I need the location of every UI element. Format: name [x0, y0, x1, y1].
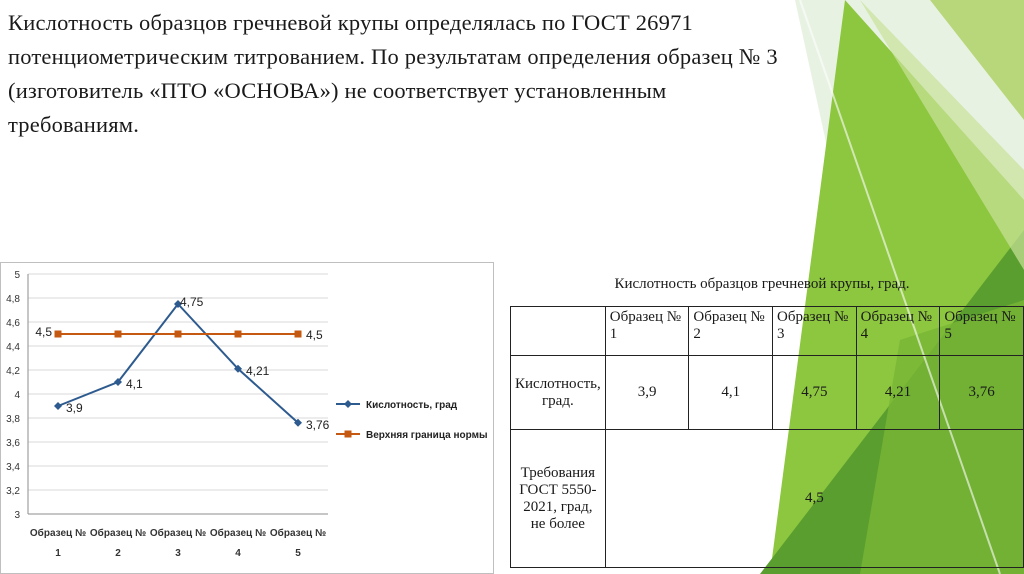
x-tick-label: 3 [175, 548, 181, 559]
legend-marker [344, 400, 352, 408]
data-label: 4,21 [246, 363, 270, 378]
data-label: 3,76 [306, 417, 330, 432]
x-tick-label: 5 [295, 548, 301, 559]
x-tick-label: Образец № [149, 528, 207, 539]
x-tick-label: Образец № [269, 528, 327, 539]
data-point [295, 331, 302, 338]
table-cell: 3,9 [605, 356, 689, 430]
data-point [54, 402, 62, 410]
x-tick-label: 4 [235, 548, 241, 559]
data-label: 4,75 [180, 295, 204, 309]
column-header: Образец № 5 [940, 307, 1024, 356]
legend-label: Верхняя граница нормы [366, 430, 488, 441]
y-tick-label: 3,6 [6, 438, 20, 449]
column-header: Образец № 1 [605, 307, 689, 356]
data-point [55, 331, 62, 338]
data-label: 4,5 [306, 328, 323, 342]
data-label: 4,1 [126, 377, 143, 391]
y-tick-label: 4,8 [6, 294, 20, 305]
table-cell: 3,76 [940, 356, 1024, 430]
table-cell: 4,1 [689, 356, 773, 430]
y-tick-label: 4 [14, 390, 20, 401]
data-point [235, 331, 242, 338]
table-cell-norm: 4,5 [605, 430, 1023, 568]
acidity-table [510, 306, 1024, 568]
table-row [511, 430, 1024, 568]
y-tick-label: 5 [14, 270, 20, 281]
table-cell: 4,75 [773, 356, 857, 430]
column-header: Образец № 3 [773, 307, 857, 356]
y-tick-label: 4,4 [6, 342, 20, 353]
y-tick-label: 4,2 [6, 366, 20, 377]
x-tick-label: Образец № [89, 528, 147, 539]
row-header-gost: Требования ГОСТ 5550-2021, град, не более [511, 430, 606, 568]
data-label: 4,5 [35, 325, 52, 339]
y-tick-label: 4,6 [6, 318, 20, 329]
y-tick-label: 3,4 [6, 462, 20, 473]
data-point [115, 331, 122, 338]
column-header: Образец № 4 [856, 307, 940, 356]
table-header-row [511, 307, 1024, 356]
column-header: Образец № 2 [689, 307, 773, 356]
x-tick-label: Образец № [29, 528, 87, 539]
legend-label: Кислотность, град [366, 400, 458, 411]
x-tick-label: 1 [55, 548, 61, 559]
data-point [175, 331, 182, 338]
table-row [511, 356, 1024, 430]
legend-marker [345, 431, 352, 438]
table-cell: 4,21 [856, 356, 940, 430]
y-tick-label: 3,2 [6, 486, 20, 497]
data-label: 3,9 [66, 401, 83, 415]
table-corner-cell [511, 307, 606, 356]
page-title: Кислотность образцов гречневой крупы определялась по ГОСТ 26971 потенциометрическим титрованием. По результатам определения образец № 3 (изготовитель «ПТО «ОСНОВА») не соответствует установленным требованиям. [8, 10, 778, 137]
table-caption: Кислотность образцов гречневой крупы, град. [614, 276, 910, 292]
x-tick-label: 2 [115, 548, 121, 559]
row-header-acidity: Кислотность, град. [511, 356, 606, 430]
y-tick-label: 3,8 [6, 414, 20, 425]
acidity-line-chart [0, 262, 494, 574]
x-tick-label: Образец № [209, 528, 267, 539]
y-tick-label: 3 [14, 510, 20, 521]
